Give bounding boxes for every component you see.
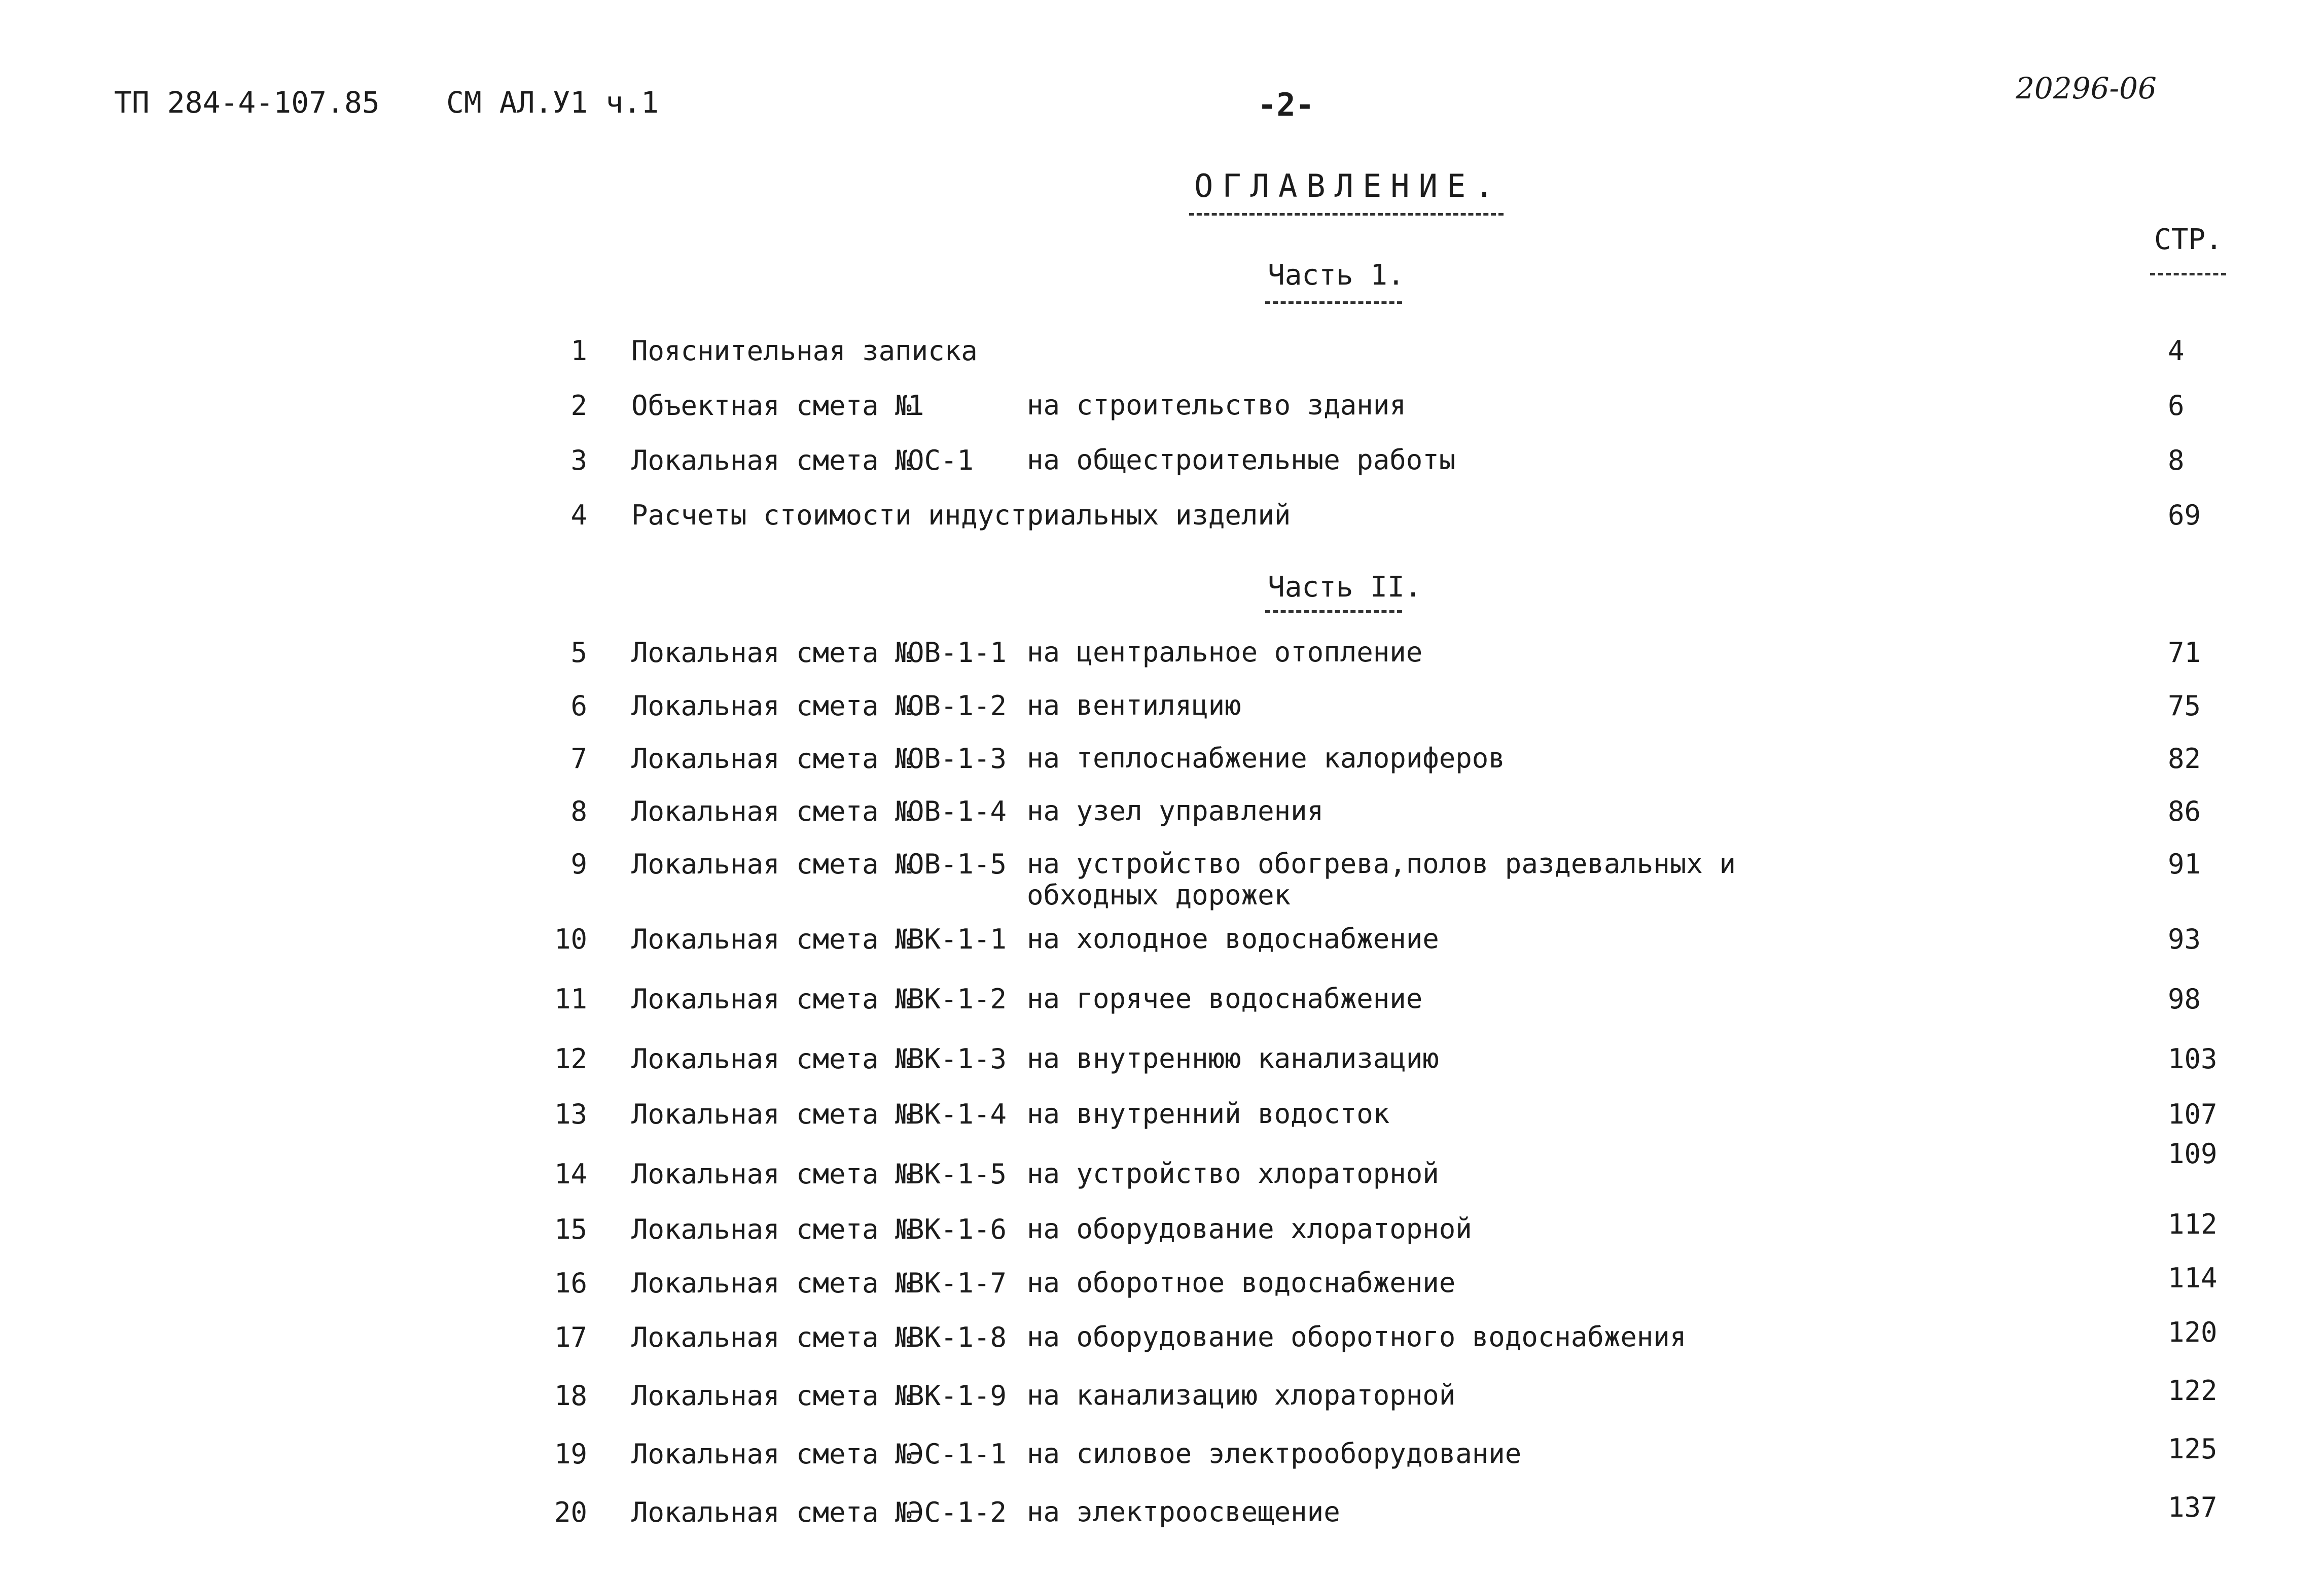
- entry-page: 120: [2168, 1316, 2218, 1348]
- toc-entry: [0, 390, 2324, 420]
- entry-number: 16: [554, 1267, 587, 1299]
- toc-entry: [0, 1043, 2324, 1073]
- entry-document: Локальная смета №: [631, 1213, 912, 1245]
- toc-entry: [0, 743, 2324, 773]
- entry-page: 112: [2168, 1208, 2218, 1240]
- entry-description: на общестроительные работы: [1027, 444, 1456, 476]
- entry-code: ВК-1-2: [908, 983, 1007, 1015]
- entry-document: Локальная смета №: [631, 1380, 912, 1412]
- entry-code: ВК-1-7: [908, 1267, 1007, 1299]
- entry-code: ОВ-1-4: [908, 795, 1007, 827]
- entry-description: на узел управления: [1027, 795, 1324, 827]
- entry-document: Расчеты стоимости индустриальных изделий: [631, 499, 1291, 531]
- entry-page: 109: [2168, 1138, 2218, 1170]
- entry-number: 9: [570, 848, 587, 880]
- entry-code: ВК-1-9: [908, 1380, 1007, 1412]
- entry-code: ВК-1-5: [908, 1158, 1007, 1190]
- part2-underline: [1265, 610, 1402, 613]
- toc-entry: [0, 690, 2324, 720]
- header-page-number: -2-: [1258, 86, 1314, 123]
- entry-code: ВК-1-3: [908, 1043, 1007, 1075]
- toc-entry: [0, 1208, 2324, 1245]
- entry-number: 7: [570, 743, 587, 775]
- toc-entry: [0, 795, 2324, 826]
- entry-number: 15: [554, 1213, 587, 1245]
- entry-description: на устройство хлораторной: [1027, 1158, 1439, 1189]
- entry-code: ОВ-1-2: [908, 690, 1007, 722]
- entry-number: 6: [570, 690, 587, 722]
- entry-number: 1: [570, 335, 587, 367]
- entry-number: 18: [554, 1380, 587, 1412]
- toc-entry: [0, 923, 2324, 954]
- entry-page: 91: [2168, 848, 2201, 880]
- toc-entry: [0, 1262, 2324, 1299]
- toc-entry: [0, 1138, 2324, 1190]
- entry-document: Локальная смета №: [631, 1321, 912, 1353]
- entry-code: ОВ-1-3: [908, 743, 1007, 775]
- entry-page: 114: [2168, 1262, 2218, 1294]
- entry-code: ЭС-1-2: [908, 1496, 1007, 1528]
- entry-description: на холодное водоснабжение: [1027, 923, 1439, 955]
- entry-page: 8: [2168, 444, 2185, 476]
- header-inventory-number: 20296-06: [2016, 71, 2157, 106]
- part1-title: Часть 1.: [1268, 259, 1405, 292]
- entry-number: 17: [554, 1321, 587, 1353]
- entry-code: ОС-1: [908, 444, 974, 476]
- part2-title: Часть II.: [1268, 571, 1422, 604]
- entry-number: 14: [554, 1158, 587, 1190]
- entry-document: Локальная смета №: [631, 444, 912, 476]
- entry-document: Локальная смета №: [631, 637, 912, 669]
- entry-document: Локальная смета №: [631, 1158, 912, 1190]
- entry-document: Локальная смета №: [631, 743, 912, 775]
- page-column-title: СТР.: [2154, 223, 2223, 256]
- entry-code: ВК-1-6: [908, 1213, 1007, 1245]
- entry-description: на вентиляцию: [1027, 689, 1241, 721]
- entry-description: на строительство здания: [1027, 389, 1406, 421]
- entry-code: ЭС-1-1: [908, 1438, 1007, 1470]
- entry-number: 12: [554, 1043, 587, 1075]
- entry-description: на внутренний водосток: [1027, 1098, 1390, 1130]
- toc-entry: [0, 335, 2324, 365]
- entry-document: Объектная смета №: [631, 390, 912, 422]
- part1-underline: [1265, 301, 1402, 304]
- entry-page: 122: [2168, 1375, 2218, 1407]
- entry-number: 10: [554, 923, 587, 955]
- entry-page: 6: [2168, 390, 2185, 422]
- toc-entry: [0, 848, 2324, 911]
- entry-number: 5: [570, 637, 587, 669]
- entry-description-continued: обходных дорожек: [1027, 879, 1291, 911]
- toc-entry: [0, 1433, 2324, 1470]
- header-project-code: ТП 284-4-107.85: [114, 85, 380, 120]
- page-column-underline: [2150, 273, 2226, 275]
- toc-entry: [0, 444, 2324, 475]
- entry-description: на теплоснабжение калориферов: [1027, 742, 1505, 774]
- entry-number: 4: [570, 499, 587, 531]
- entry-page: 137: [2168, 1491, 2218, 1523]
- entry-code: ОВ-1-5: [908, 848, 1007, 880]
- entry-page: 98: [2168, 983, 2201, 1015]
- entry-page: 71: [2168, 637, 2201, 669]
- entry-code: 1: [908, 390, 924, 422]
- entry-number: 13: [554, 1098, 587, 1130]
- entry-document: Локальная смета №: [631, 848, 912, 880]
- entry-document: Локальная смета №: [631, 1267, 912, 1299]
- entry-document: Локальная смета №: [631, 983, 912, 1015]
- entry-document: Локальная смета №: [631, 1496, 912, 1528]
- toc-entry: [0, 499, 2324, 530]
- entry-page: 125: [2168, 1433, 2218, 1465]
- entry-document: Локальная смета №: [631, 795, 912, 827]
- entry-code: ОВ-1-1: [908, 637, 1007, 669]
- entry-description: на центральное отопление: [1027, 636, 1423, 668]
- entry-page: 107: [2168, 1098, 2218, 1130]
- entry-page: 103: [2168, 1043, 2218, 1075]
- entry-description: на внутреннюю канализацию: [1027, 1042, 1439, 1074]
- toc-entry: [0, 1375, 2324, 1412]
- entry-number: 19: [554, 1438, 587, 1470]
- toc-entry: [0, 1316, 2324, 1353]
- toc-title: ОГЛАВЛЕНИЕ.: [1194, 167, 1503, 204]
- entry-code: ВК-1-1: [908, 923, 1007, 955]
- entry-page: 82: [2168, 743, 2201, 775]
- entry-page: 75: [2168, 690, 2201, 722]
- entry-code: ВК-1-4: [908, 1098, 1007, 1130]
- entry-description: на электроосвещение: [1027, 1496, 1340, 1528]
- toc-entry: [0, 1491, 2324, 1528]
- entry-number: 11: [554, 983, 587, 1015]
- entry-description: на оборудование хлораторной: [1027, 1213, 1472, 1245]
- entry-page: 69: [2168, 499, 2201, 531]
- entry-description: на оборотное водоснабжение: [1027, 1267, 1456, 1299]
- entry-code: ВК-1-8: [908, 1321, 1007, 1353]
- entry-document: Пояснительная записка: [631, 335, 978, 367]
- entry-page: 4: [2168, 335, 2185, 367]
- entry-description: на горячее водоснабжение: [1027, 983, 1423, 1014]
- entry-number: 3: [570, 444, 587, 476]
- entry-description: на оборудование оборотного водоснабжения: [1027, 1321, 1687, 1353]
- entry-document: Локальная смета №: [631, 923, 912, 955]
- entry-number: 20: [554, 1496, 587, 1528]
- entry-document: Локальная смета №: [631, 1043, 912, 1075]
- header-document-code: СМ АЛ.У1 ч.1: [446, 85, 659, 120]
- entry-number: 2: [570, 390, 587, 422]
- entry-page: 86: [2168, 795, 2201, 827]
- entry-document: Локальная смета №: [631, 690, 912, 722]
- entry-description: на канализацию хлораторной: [1027, 1379, 1456, 1411]
- entry-document: Локальная смета №: [631, 1098, 912, 1130]
- entry-document: Локальная смета №: [631, 1438, 912, 1470]
- entry-description: на устройство обогрева,полов раздевальных и: [1027, 848, 1736, 880]
- entry-page: 93: [2168, 923, 2201, 955]
- toc-entry: [0, 637, 2324, 667]
- toc-title-underline: [1189, 213, 1504, 216]
- entry-number: 8: [570, 795, 587, 827]
- toc-entry: [0, 1098, 2324, 1129]
- entry-description: на силовое электрооборудование: [1027, 1438, 1522, 1469]
- toc-entry: [0, 983, 2324, 1013]
